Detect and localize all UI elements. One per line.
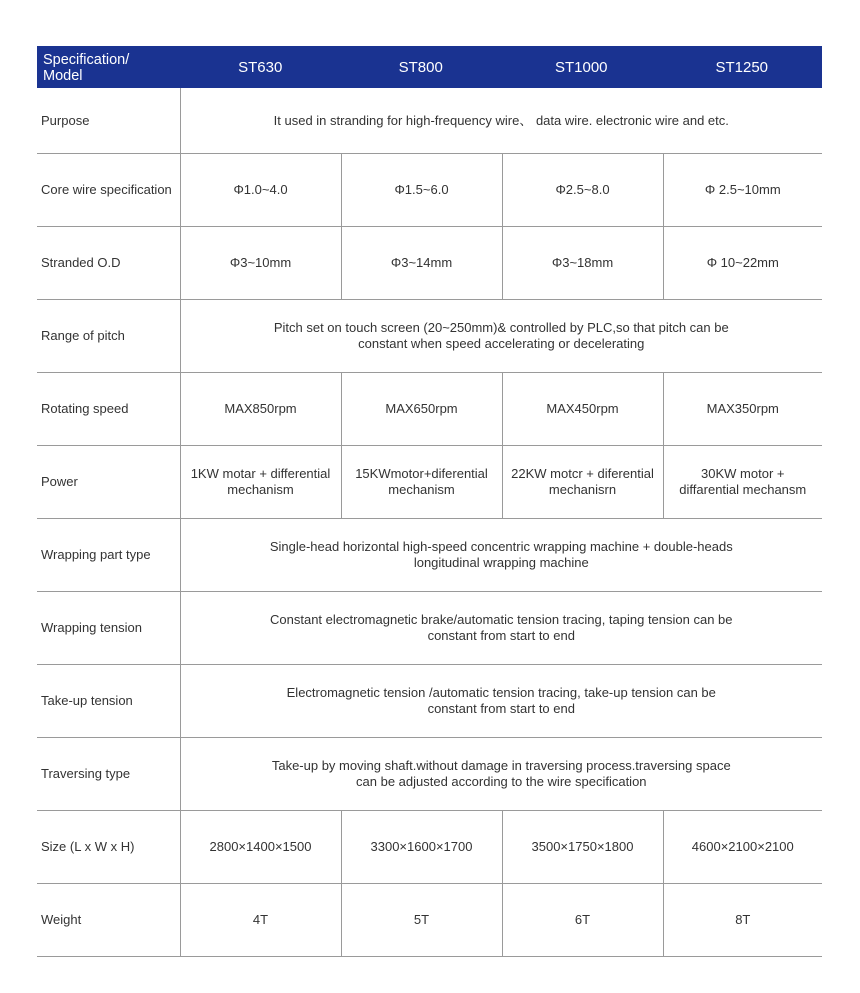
row-value: Single-head horizontal high-speed concentric wrapping machine + double-heads longitudinal wrapping machine [180,519,822,592]
row-take-up-tension [37,665,822,738]
row-label: Weight [37,884,180,957]
cell-st1000: 22KW motcr + diferential mechanisrn [502,446,663,519]
cell-st630: 1KW motar + differential mechanism [180,446,341,519]
row-rotating-speed [37,373,822,446]
row-label: Size (L x W x H) [37,811,180,884]
cell-st630: 4T [180,884,341,957]
cell-st1250: Φ 2.5~10mm [663,154,822,227]
row-value: It used in stranding for high-frequency wire、 data wire. electronic wire and etc. [180,88,822,154]
header-model-st1000: ST1000 [554,58,608,76]
row-wrapping-tension [37,592,822,665]
row-traversing-type [37,738,822,811]
cell-st1000: MAX450rpm [502,373,663,446]
cell-st1250: 4600×2100×2100 [663,811,822,884]
cell-st630: MAX850rpm [180,373,341,446]
row-value: Take-up by moving shaft.without damage in traversing process.traversing space can be adjusted according to the wire specification [180,738,822,811]
row-range-of-pitch [37,300,822,373]
row-purpose [37,88,822,154]
header-spec-label: Specification/ Model [43,52,130,84]
cell-st1250: 8T [663,884,822,957]
row-label: Range of pitch [37,300,180,373]
row-label: Core wire specification [37,154,180,227]
table-header [37,46,822,88]
row-label: Traversing type [37,738,180,811]
header-model-st1250: ST1250 [715,58,769,76]
cell-st800: Φ1.5~6.0 [341,154,502,227]
row-stranded-od [37,227,822,300]
cell-st630: Φ1.0~4.0 [180,154,341,227]
row-label: Purpose [37,88,180,154]
cell-st800: 15KWmotor+diferential mechanism [341,446,502,519]
cell-st800: 5T [341,884,502,957]
cell-st1000: 6T [502,884,663,957]
row-core-wire [37,154,822,227]
cell-st800: 3300×1600×1700 [341,811,502,884]
cell-st800: MAX650rpm [341,373,502,446]
row-label: Rotating speed [37,373,180,446]
spec-sheet [37,46,822,957]
row-label: Take-up tension [37,665,180,738]
row-power [37,446,822,519]
header-model-st630: ST630 [238,58,283,76]
row-label: Stranded O.D [37,227,180,300]
cell-st630: 2800×1400×1500 [180,811,341,884]
spec-table [37,88,822,957]
row-label: Wrapping part type [37,519,180,592]
header-model-st800: ST800 [398,58,443,76]
row-label: Wrapping tension [37,592,180,665]
row-value: Electromagnetic tension /automatic tension tracing, take-up tension can be constant from start to end [180,665,822,738]
cell-st1000: 3500×1750×1800 [502,811,663,884]
cell-st630: Φ3~10mm [180,227,341,300]
cell-st1000: Φ2.5~8.0 [502,154,663,227]
cell-st800: Φ3~14mm [341,227,502,300]
row-label: Power [37,446,180,519]
row-weight [37,884,822,957]
cell-st1250: 30KW motor + diffarential mechansm [663,446,822,519]
row-wrapping-part-type [37,519,822,592]
cell-st1000: Φ3~18mm [502,227,663,300]
cell-st1250: MAX350rpm [663,373,822,446]
row-size [37,811,822,884]
row-value: Pitch set on touch screen (20~250mm)& controlled by PLC,so that pitch can be constant when speed accelerating or decelerating [180,300,822,373]
row-value: Constant electromagnetic brake/automatic tension tracing, taping tension can be constant from start to end [180,592,822,665]
cell-st1250: Φ 10~22mm [663,227,822,300]
